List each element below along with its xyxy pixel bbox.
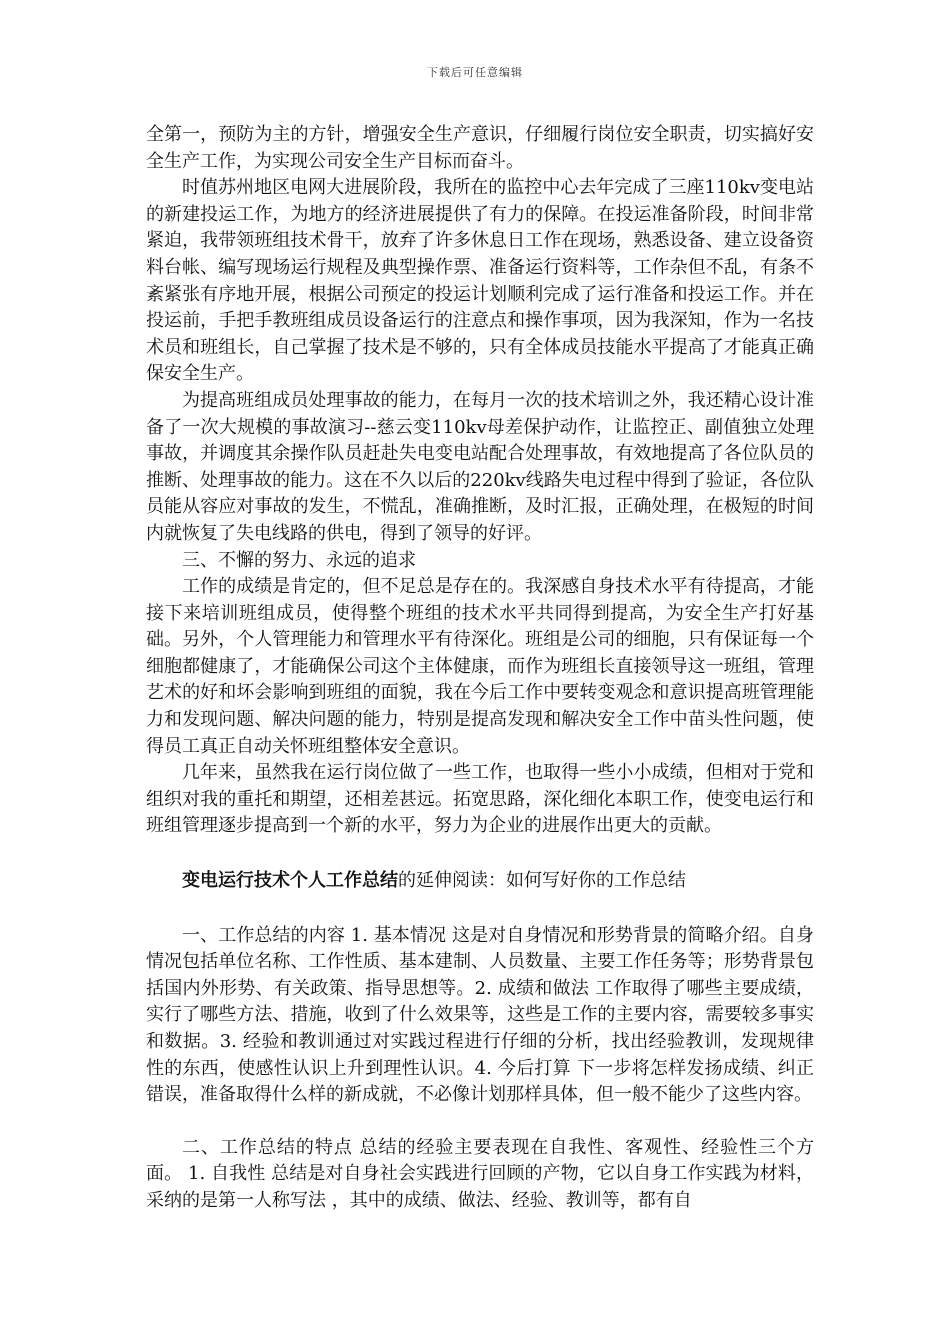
page-header: 下载后可任意编辑 [427, 66, 523, 79]
extended-reading-title [146, 868, 814, 895]
extended-reading-title-bold: 变电运行技术个人工作总结 [182, 870, 398, 892]
paragraph-safety-closing: 全第一，预防为主的方针，增强安全生产意识，仔细履行岗位安全职责，切实搞好安全生产工作，为实现公司安全生产目标而奋斗。 [146, 124, 814, 172]
document-body [146, 122, 814, 1215]
paragraph-shortcomings: 工作的成绩是肯定的，但不足总是存在的。我深感自身技术水平有待提高，才能接下来培训班组成员，使得整个班组的技术水平共同得到提高，为安全生产打好基础。另外，个人管理能力和管理水平有待深化。班组是公司的细胞，只有保证每一个细胞都健康了，才能确保公司这个主体健康，而作为班组长直接领导这一班组，管理艺术的好和坏会影响到班组的面貌，我在今后工作中要转变观念和意识提高班管理能力和发现问题、解决问题的能力，特别是提高发现和解决安全工作中苗头性问题，使得员工真正自动关怀班组整体安全意识。 [146, 576, 814, 757]
paragraph-summary-features: 二、工作总结的特点 总结的经验主要表现在自我性、客观性、经验性三个方面。 1. 自我性 总结是对自身社会实践进行回顾的产物，它以自身工作实践为材料，采纳的是第一人称写法 ，其中的成绩、做法、经验、教训等，都有自 [146, 1136, 814, 1211]
paragraph-conclusion: 几年来，虽然我在运行岗位做了一些工作，也取得一些小小成绩，但相对于党和组织对我的重托和期望，还相差甚远。拓宽思路，深化细化本职工作，使变电运行和班组管理逐步提高到一个新的水平，努力为企业的进展作出更大的贡献。 [146, 762, 814, 837]
paragraph-accident-drill: 为提高班组成员处理事故的能力，在每月一次的技术培训之外，我还精心设计准备了一次大规模的事故演习--慈云变110kv母差保护动作，让监控正、副值独立处理事故，并调度其余操作队员赶赴失电变电站配合处理事故，有效地提高了各位队员的推断、处理事故的能力。这在不久以后的220kv线路失电过程中得到了验证，各位队员能从容应对事故的发生，不慌乱，准确推断，及时汇报，正确处理，在极短的时间内就恢复了失电线路的供电，得到了领导的好评。 [146, 389, 814, 544]
paragraph-summary-content: 一、工作总结的内容 1. 基本情况 这是对自身情况和形势背景的简略介绍。自身情况包括单位名称、工作性质、基本建制、人员数量、主要工作任务等；形势背景包括国内外形势、有关政策、指导思想等。2. 成绩和做法 工作取得了哪些主要成绩，实行了哪些方法、措施，收到了什么效果等，这些是工作的主要内容，需要较多事实和数据。3. 经验和教训通过对实践过程进行仔细的分析，找出经验教训，发现规律性的东西，使感性认识上升到理性认识。4. 今后打算 下一步将怎样发扬成绩、纠正错误，准备取得什么样的新成就，不必像计划那样具体，但一般不能少了这些内容。 [146, 924, 814, 1106]
section-heading-pursuit: 三、不懈的努力、永远的追求 [182, 549, 416, 571]
extended-reading-title-rest: 的延伸阅读：如何写好你的工作总结 [398, 870, 686, 892]
paragraph-commissioning: 时值苏州地区电网大进展阶段，我所在的监控中心去年完成了三座110kv变电站的新建投运工作，为地方的经济进展提供了有力的保障。在投运准备阶段，时间非常紧迫，我带领班组技术骨干，放弃了许多休息日工作在现场，熟悉设备、建立设备资料台帐、编写现场运行规程及典型操作票、准备运行资料等，工作杂但不乱，有条不紊紧张有序地开展，根据公司预定的投运计划顺利完成了运行准备和投运工作。并在投运前，手把手教班组成员设备运行的注意点和操作事项，因为我深知，作为一名技术员和班组长，自己掌握了技术是不够的，只有全体成员技能水平提高了才能真正确保安全生产。 [146, 177, 814, 385]
